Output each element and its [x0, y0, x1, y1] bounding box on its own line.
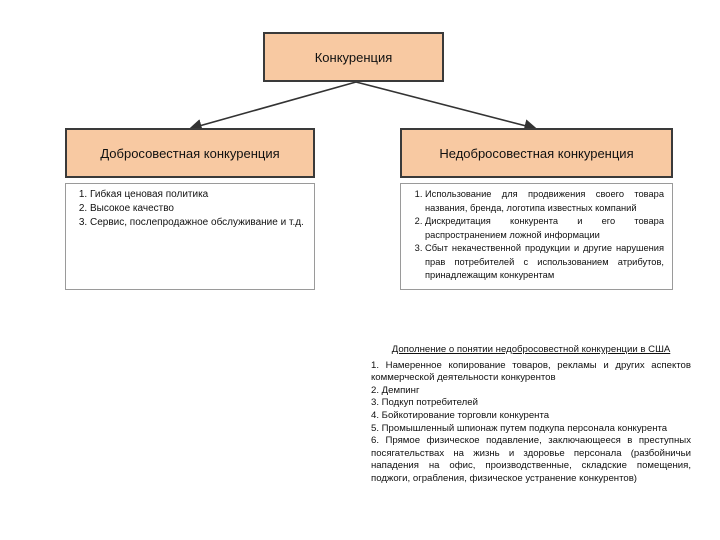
list-item: 1. Использование для продвижения своего товара названия, бренда, логотипа известных компаний: [425, 188, 664, 215]
list-item: 5. Промышленный шпионаж путем подкупа персонала конкурента: [371, 422, 668, 434]
addendum-title: Дополнение о понятии недобросовестной конкуренции в США: [391, 344, 671, 355]
list-item: 3. Сервис, послепродажное обслуживание и т.д.: [90, 216, 306, 230]
competition-title: Конкуренция: [314, 49, 393, 65]
fair-competition-box: [65, 128, 315, 178]
arrow-to-unfair: [356, 82, 534, 128]
list-item: 3. Сбыт некачественной продукции и другие нарушения прав потребителей с использованием атрибутов, принадлежащим конкурентам: [425, 242, 664, 283]
arrow-to-fair: [192, 82, 356, 128]
fair-competition-list: [65, 183, 315, 290]
unfair-competition-list: [400, 183, 673, 290]
list-item: 2. Высокое качество: [90, 202, 306, 216]
unfair-competition-box: [400, 128, 673, 178]
fair-competition-heading: Добросовестная конкуренция: [100, 145, 280, 161]
list-item: 2. Дискредитация конкурента и его товара распространением ложной информации: [425, 215, 664, 242]
competition-title-box: [263, 32, 444, 82]
unfair-competition-heading: Недобросовестная конкуренция: [439, 145, 634, 161]
list-item: 6. Прямое физическое подавление, заключающееся в преступных посягательствах на жизнь и здоровье персонала (разбойничьи нападения на офис, производственные, складские помещения, поджоги, ограбления, физическое устранение конкурентов): [371, 435, 691, 484]
list-item: 1. Гибкая ценовая политика: [90, 188, 306, 202]
list-item: 1. Намеренное копирование товаров, рекламы и других аспектов коммерческой деятельности конкурентов: [371, 359, 691, 384]
list-item: 3. Подкуп потребителей: [371, 397, 478, 409]
list-item: 2. Демпинг: [371, 384, 420, 396]
list-item: 4. Бойкотирование торговли конкурента: [371, 409, 550, 421]
us-unfair-competition-addendum: [371, 344, 691, 486]
